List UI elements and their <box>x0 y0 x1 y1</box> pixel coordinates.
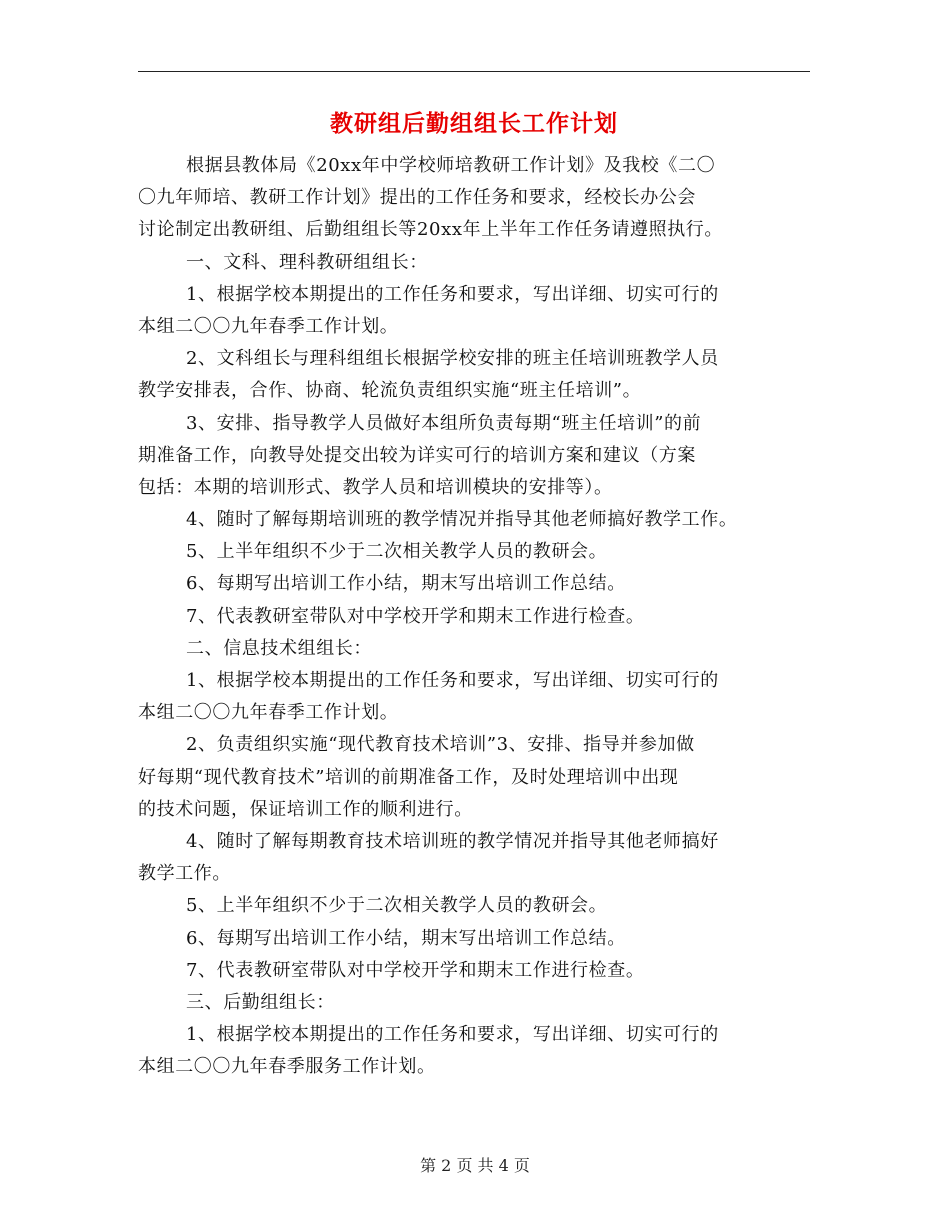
text-line: 教学安排表，合作、协商、轮流负责组织实施“班主任培训”。 <box>138 380 642 402</box>
text-line: 7、代表教研室带队对中学校开学和期末工作进行检查。 <box>186 959 645 981</box>
header-rule <box>138 71 810 72</box>
text-line: 根据县教体局《20xx年中学校师培教研工作计划》及我校《二〇 <box>186 155 716 176</box>
document-body <box>138 150 810 1083</box>
text-line: 〇九年师培、教研工作计划》提出的工作任务和要求，经校长办公会 <box>138 187 696 209</box>
text-line: 好每期“现代教育技术”培训的前期准备工作，及时处理培训中出现 <box>138 766 679 788</box>
text-line: 1、根据学校本期提出的工作任务和要求，写出详细、切实可行的 <box>186 1024 719 1046</box>
page-footer: 第 2 页 共 4 页 <box>420 1156 530 1175</box>
text-line: 5、上半年组织不少于二次相关教学人员的教研会。 <box>186 541 608 563</box>
text-line: 4、随时了解每期教育技术培训班的教学情况并指导其他老师搞好 <box>186 830 719 852</box>
text-line: 4、随时了解每期培训班的教学情况并指导其他老师搞好教学工作。 <box>186 509 738 531</box>
text-line: 本组二〇〇九年春季工作计划。 <box>138 702 399 724</box>
text-line: 包括：本期的培训形式、教学人员和培训模块的安排等）。 <box>138 476 613 498</box>
text-line: 本组二〇〇九年春季服务工作计划。 <box>138 1056 436 1078</box>
text-line: 讨论制定出教研组、后勤组组长等20xx年上半年工作任务请遵照执行。 <box>138 219 724 241</box>
section-heading: 三、后勤组组长： <box>186 991 335 1013</box>
section-heading: 一、文科、理科教研组组长： <box>186 251 428 273</box>
text-line: 6、每期写出培训工作小结，期末写出培训工作总结。 <box>186 573 626 595</box>
text-line: 2、文科组长与理科组组长根据学校安排的班主任培训班教学人员 <box>186 348 719 370</box>
text-line: 1、根据学校本期提出的工作任务和要求，写出详细、切实可行的 <box>186 283 719 305</box>
text-line: 5、上半年组织不少于二次相关教学人员的教研会。 <box>186 895 608 917</box>
text-line: 教学工作。 <box>138 863 231 885</box>
document-title: 教研组后勤组组长工作计划 <box>330 110 618 137</box>
text-line: 6、每期写出培训工作小结，期末写出培训工作总结。 <box>186 927 626 949</box>
text-line: 2、负责组织实施“现代教育技术培训”3、安排、指导并参加做 <box>186 734 695 756</box>
text-line: 1、根据学校本期提出的工作任务和要求，写出详细、切实可行的 <box>186 670 719 691</box>
text-line: 本组二〇〇九年春季工作计划。 <box>138 315 399 337</box>
text-line: 7、代表教研室带队对中学校开学和期末工作进行检查。 <box>186 605 645 627</box>
text-line: 3、安排、指导教学人员做好本组所负责每期“班主任培训”的前 <box>186 412 702 434</box>
section-heading: 二、信息技术组组长： <box>186 637 372 659</box>
text-line: 的技术问题，保证培训工作的顺利进行。 <box>138 798 473 820</box>
text-line: 期准备工作，向教导处提交出较为详实可行的培训方案和建议（方案 <box>138 444 696 466</box>
